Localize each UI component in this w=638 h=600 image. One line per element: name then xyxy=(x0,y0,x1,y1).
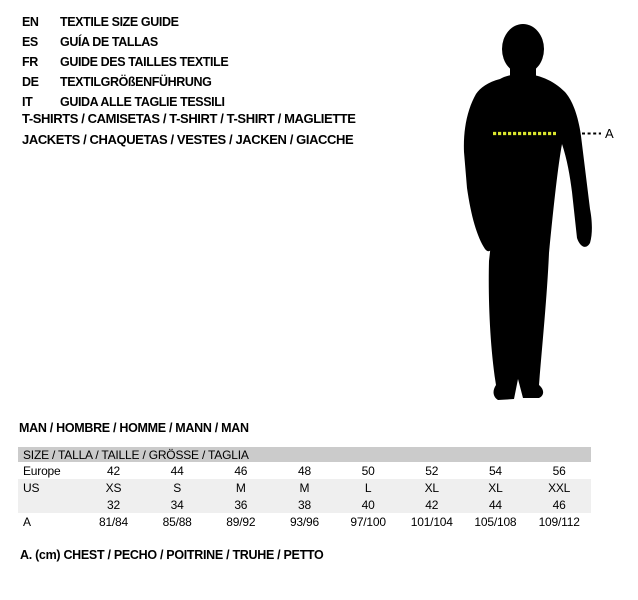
cell: 97/100 xyxy=(350,514,386,529)
cell: 48 xyxy=(297,463,311,478)
cell: XL xyxy=(400,479,464,496)
table-row-chest xyxy=(18,513,591,530)
category-tshirts: T-SHIRTS / CAMISETAS / T-SHIRT / T-SHIRT / MAGLIETTE xyxy=(22,111,356,126)
cell: 44 xyxy=(170,463,184,478)
language-text: GUÍA DE TALLAS xyxy=(60,35,158,49)
cell: M xyxy=(209,479,273,496)
row-label: Europe xyxy=(23,463,61,478)
cell: 89/92 xyxy=(226,514,256,529)
cell: XXL xyxy=(527,479,591,496)
language-code: EN xyxy=(22,15,39,29)
cell: 54 xyxy=(488,463,502,478)
cell: 105/108 xyxy=(474,514,517,529)
cell: L xyxy=(336,479,400,496)
row-label: US xyxy=(18,479,82,496)
language-row xyxy=(22,12,228,32)
language-row xyxy=(22,72,228,92)
cell: 50 xyxy=(361,463,375,478)
language-code: ES xyxy=(22,35,38,49)
cell: XS xyxy=(82,479,146,496)
garment-categories xyxy=(22,109,356,150)
cell: 56 xyxy=(552,463,566,478)
silhouette-body xyxy=(464,74,592,400)
row-label xyxy=(18,496,82,513)
language-code: IT xyxy=(22,95,33,109)
cell: 81/84 xyxy=(98,514,128,529)
man-silhouette-figure xyxy=(438,16,638,414)
cell: 42 xyxy=(107,463,120,478)
language-list xyxy=(22,12,228,112)
cell: 101/104 xyxy=(410,514,453,529)
cell: 42 xyxy=(400,496,464,513)
cell: M xyxy=(273,479,337,496)
size-table-header-row xyxy=(18,447,591,462)
cell: 38 xyxy=(273,496,337,513)
footnote-chest: A. (cm) CHEST / PECHO / POITRINE / TRUHE / PETTO xyxy=(20,548,324,562)
cell: 46 xyxy=(527,496,591,513)
language-text: GUIDE DES TAILLES TEXTILE xyxy=(60,55,229,69)
measure-label-a: A xyxy=(605,126,614,141)
language-row xyxy=(22,52,228,72)
cell: 93/96 xyxy=(289,514,319,529)
cell: 34 xyxy=(145,496,209,513)
language-row xyxy=(22,32,228,52)
cell: 46 xyxy=(234,463,248,478)
man-silhouette-svg xyxy=(438,16,638,414)
size-table xyxy=(18,447,591,530)
cell: 40 xyxy=(336,496,400,513)
category-jackets: JACKETS / CHAQUETAS / VESTES / JACKEN / GIACCHE xyxy=(22,131,354,147)
cell: 109/112 xyxy=(538,514,580,529)
language-code: DE xyxy=(22,75,39,89)
cell: 52 xyxy=(425,463,439,478)
language-text: TEXTILE SIZE GUIDE xyxy=(60,15,179,29)
size-table-header: SIZE / TALLA / TAILLE / GRÖSSE / TAGLIA xyxy=(18,447,591,462)
table-row-numeric xyxy=(18,496,591,513)
table-row-europe xyxy=(18,462,591,479)
cell: 44 xyxy=(464,496,528,513)
row-label: A xyxy=(23,514,31,529)
table-row-us xyxy=(18,479,591,496)
language-code: FR xyxy=(22,55,38,69)
cell: XL xyxy=(464,479,528,496)
cell: S xyxy=(145,479,209,496)
section-title-man: MAN / HOMBRE / HOMME / MANN / MAN xyxy=(19,421,249,435)
language-text: TEXTILGRÖßENFÜHRUNG xyxy=(60,75,212,89)
cell: 36 xyxy=(209,496,273,513)
cell: 85/88 xyxy=(162,514,192,529)
cell: 32 xyxy=(82,496,146,513)
language-text: GUIDA ALLE TAGLIE TESSILI xyxy=(60,95,225,109)
